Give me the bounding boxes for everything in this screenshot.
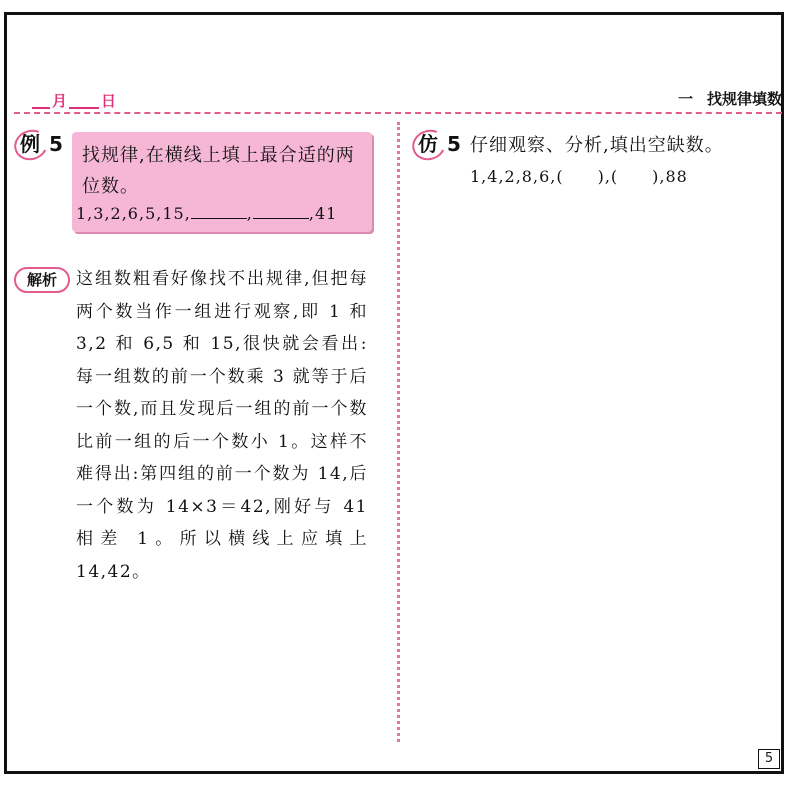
example-sequence-prefix: 1,3,2,6,5,15, (76, 204, 191, 223)
practice-label (416, 128, 461, 157)
answer-blank-2 (253, 206, 309, 219)
practice-label-char: 仿 (416, 128, 440, 157)
example-label-number: 5 (48, 132, 63, 156)
section-number: 一 (677, 90, 693, 108)
page-number: 5 (758, 749, 780, 769)
day-blank (69, 95, 99, 109)
column-divider (397, 122, 400, 742)
day-label: 日 (101, 92, 117, 110)
section-title: 找规律填数 (706, 90, 782, 108)
date-line (30, 90, 116, 111)
example-problem-text: 找规律,在横线上填上最合适的两位数。 (82, 145, 355, 197)
example-sequence-separator: , (246, 204, 253, 223)
header-divider (14, 112, 782, 114)
section-header (678, 88, 782, 109)
analysis-text: 这组数粗看好像找不出规律,但把每两个数当作一组进行观察,即 1 和 3,2 和 6,5 和 15,很快就会看出:每一组数的前一个数乘 3 就等于后一个数,而且发现后一组的前一个数比前一组的后一个数小 1。这样不难得出:第四组的前一个数为 14,后一个数为 14×3＝42,刚好与 41 相差 1。所以横线上应填上 14,42。 (76, 269, 368, 582)
analysis-label: 解析 (14, 267, 70, 293)
practice-label-number: 5 (446, 132, 461, 156)
example-label (18, 128, 63, 157)
month-blank (32, 95, 50, 109)
example-label-char: 例 (18, 128, 42, 157)
example-sequence (76, 204, 337, 223)
example-sequence-suffix: ,41 (308, 204, 338, 223)
practice-sequence: 1,4,2,8,6,( ),( ),88 (470, 167, 688, 186)
month-label: 月 (52, 92, 68, 110)
answer-blank-1 (191, 206, 247, 219)
practice-problem-text: 仔细观察、分析,填出空缺数。 (470, 135, 724, 156)
